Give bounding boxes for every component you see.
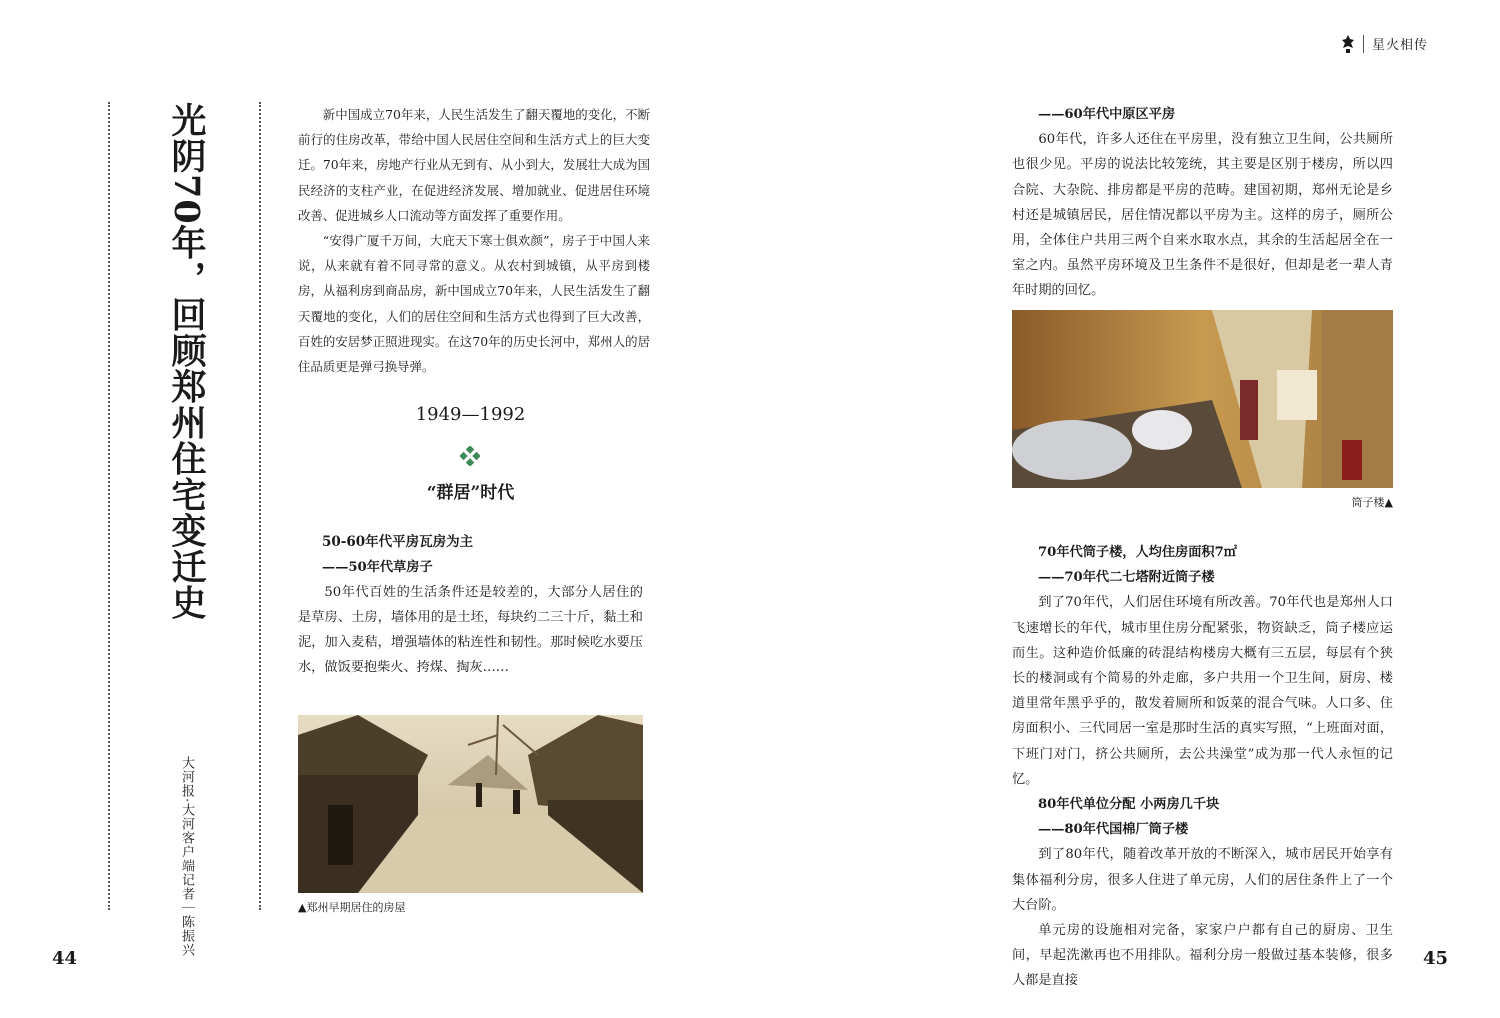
section-body: 单元房的设施相对完备，家家户户都有自己的厨房、卫生间，早起洗漱再也不用排队。福利分房一般做过基本装修，很多人都是直接 [1012,923,1393,989]
intro-paragraph: 新中国成立70年来，人民生活发生了翻天覆地的变化，不断前行的住房改革，带给中国人民居住空间和生活方式上的巨大变迁。70年来，房地产行业从无到有、从小到大，发展壮大成为国民经济的支柱产业，在促进经济发展、增加就业、促进居住环境改善、促进城乡人口流动等方面发挥了重要作用。 [298,107,650,223]
page-number-right: 45 [1422,948,1448,969]
era-years: 1949—1992 [415,404,526,425]
section-70s-80s [1012,540,1393,994]
intro-paragraph: “安得广厦千万间，大庇天下寒士俱欢颜”，房子于中国人来说，从来就有着不同寻常的意义。从农村到城镇，从平房到楼房，从福利房到商品房，新中国成立70年来，人民生活发生了翻天覆地的变化，人们的居住空间和生活方式也得到了巨大改善，百姓的安居梦正照进现实。在这70年的历史长河中，郑州人的居住品质更是弹弓换导弹。 [298,233,650,375]
section-body: 到了70年代，人们居住环境有所改善。70年代也是郑州人口飞速增长的年代，城市里住房分配紧张，物资缺乏，筒子楼应运而生。这种造价低廉的砖混结构楼房大概有三五层，每层有个狭长的楼洞或有个简易的外走廊，多户共用一个卫生间，厨房、楼道里常年黑乎乎的，散发着厕所和饭菜的混合气味。人口多、住房面积小、三代同居一室是那时生活的真实写照，“上班面对面，下班门对门，挤公共厕所，去公共澡堂”成为那一代人永恒的记忆。 [1012,595,1393,787]
section-subheading: ——80年代国棉厂筒子楼 [1038,822,1189,838]
section-subheading: ——70年代二七塔附近筒子楼 [1038,570,1215,586]
diamond-ornament-icon [460,446,480,466]
section-body: 到了80年代，随着改革开放的不断深入，城市居民开始享有集体福利分房，很多人住进了单元房，人们的居住条件上了一个大台阶。 [1012,847,1393,913]
era-name: “群居”时代 [426,483,515,503]
photo-caption: 筒子楼▲ [1351,496,1393,509]
running-header [1341,34,1428,53]
tube-building-photo [1012,310,1393,488]
header-divider [1363,35,1364,53]
byline: 大河报·大河客户端记者｜陈振兴 [179,756,194,958]
intro-text [298,102,650,379]
old-houses-photo [298,715,643,893]
section-50s [298,530,643,680]
section-heading: 50-60年代平房瓦房为主 [322,534,474,550]
section-heading: 70年代筒子楼，人均住房面积7㎡ [1038,545,1237,560]
right-dotted-rule [259,102,261,910]
page-number-left: 44 [52,948,78,969]
section-body: 60年代，许多人还住在平房里，没有独立卫生间，公共厕所也很少见。平房的说法比较笼统，其主要是区别于楼房，所以四合院、大杂院、排房都是平房的范畴。建国初期，郑州无论是乡村还是城镇居民，居住情况都以平房为主。这样的房子，厕所公用，全体住户共用三两个自来水取水点，其余的生活起居全在一室之内。虽然平房环境及卫生条件不是很好，但却是老一辈人青年时期的回忆。 [1012,132,1393,299]
section-60s [1012,102,1393,304]
section-subheading: ——50年代草房子 [322,560,433,575]
section-heading: 80年代单位分配 小两房几千块 [1038,797,1220,813]
left-dotted-rule [108,102,110,910]
section-label: 星火相传 [1371,38,1428,53]
article-title: 光阴70年，回顾郑州住宅变迁史 [166,102,207,621]
section-body: 50年代百姓的生活条件还是较差的，大部分人居住的是草房、土房，墙体用的是土坯，每块约二三十斤，黏土和泥，加入麦秸，增强墙体的粘连性和韧性。那时候吃水要压水，做饭要抱柴火、挎煤、掏灰…… [298,585,643,675]
emblem-icon [1341,35,1355,53]
photo-caption: ▲郑州早期居住的房屋 [298,901,406,914]
section-subheading: ——60年代中原区平房 [1038,107,1176,122]
